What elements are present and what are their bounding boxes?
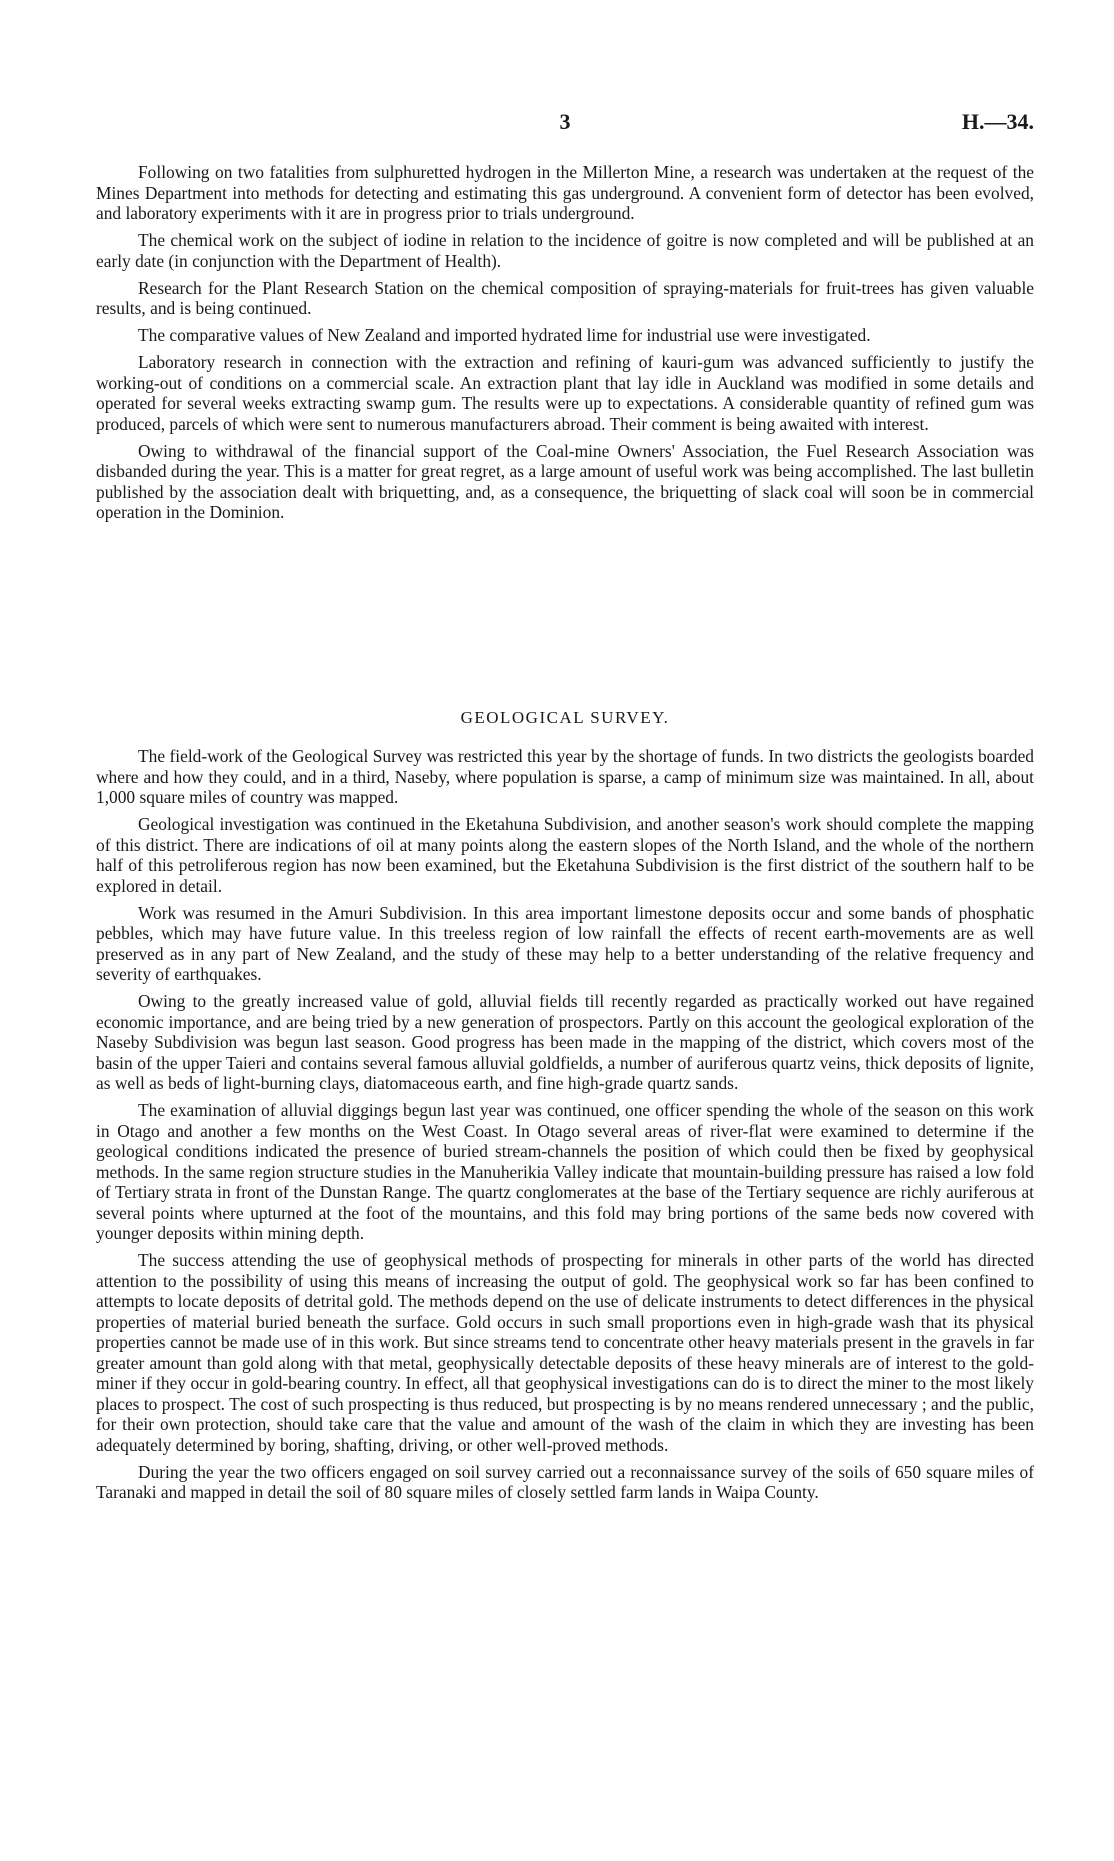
geological-survey-section [96, 746, 1034, 1509]
paragraph: The examination of alluvial diggings begun last year was continued, one officer spending the whole of the season on this work in Otago and another a few months on the West Coast. In Otago several areas of river-flat were examined to determine if the geological conditions indicated the presence of buried stream-channels the position of which could then be fixed by geophysical methods. In the same region structure studies in the Manuherikia Valley indicate that mountain-building pressure has raised a low fold of Tertiary strata in front of the Dunstan Range. The quartz conglomerates at the base of the Tertiary sequence are richly auriferous at several points where upturned at the foot of the mountains, and this fold may bring portions of the same beds now covered with younger deposits within mining depth. [96, 1100, 1034, 1243]
section-heading-geological-survey: GEOLOGICAL SURVEY. [460, 708, 670, 727]
paragraph: The success attending the use of geophysical methods of prospecting for minerals in other parts of the world has directed attention to the possibility of using this means of increasing the output of gold. The geophysical work so far has been confined to attempts to locate deposits of detrital gold. The methods depend on the use of delicate instruments to detect differences in the physical properties of material buried beneath the surface. Gold occurs in such small proportions even in high-grade wash that its physical properties cannot be made use of in this work. But since streams tend to concentrate other heavy materials present in the gravels in far greater amount than gold along with that metal, geophysically detectable deposits of these heavy minerals are of interest to the gold-miner if they occur in gold-bearing country. In effect, all that geophysical investigations can do is to direct the miner to the most likely places to prospect. The cost of such prospecting is thus reduced, but prospecting is by no means rendered unnecessary ; and the public, for their own protection, should take care that the value and amount of the wash of the claim in which they are investing has been adequately determined by boring, shafting, driving, or other well-proved methods. [96, 1250, 1034, 1455]
document-reference: H.—34. [961, 109, 1034, 134]
paragraph: The field-work of the Geological Survey was restricted this year by the shortage of funds. In two districts the geologists boarded where and how they could, and in a third, Naseby, where population is sparse, a camp of minimum size was maintained. In all, about 1,000 square miles of country was mapped. [96, 746, 1034, 807]
intro-section [96, 162, 1034, 529]
paragraph: During the year the two officers engaged on soil survey carried out a reconnaissance survey of the soils of 650 square miles of Taranaki and mapped in detail the soil of 80 square miles of closely settled farm lands in Waipa County. [96, 1461, 1034, 1502]
paragraph: Laboratory research in connection with the extraction and refining of kauri-gum was advanced sufficiently to justify the working-out of conditions on a commercial scale. An extraction plant that lay idle in Auckland was modified in some details and operated for several weeks extracting swamp gum. The results were up to expectations. A considerable quantity of refined gum was produced, parcels of which were sent to numerous manufacturers abroad. Their comment is being awaited with interest. [96, 352, 1034, 434]
paragraph: Owing to the greatly increased value of gold, alluvial fields till recently regarded as practically worked out have regained economic importance, and are being tried by a new generation of prospectors. Partly on this account the geological exploration of the Naseby Subdivision was begun last season. Good progress has been made in the mapping of the district, which covers most of the basin of the upper Taieri and contains several famous alluvial goldfields, a number of auriferous quartz veins, thick deposits of lignite, as well as beds of light-burning clays, diatomaceous earth, and fine high-grade quartz sands. [96, 991, 1034, 1093]
paragraph: Research for the Plant Research Station on the chemical composition of spraying-materials for fruit-trees has given valuable results, and is being continued. [96, 277, 1034, 318]
paragraph: Owing to withdrawal of the financial support of the Coal-mine Owners' Association, the Fuel Research Association was disbanded during the year. This is a matter for great regret, as a large amount of useful work was being accomplished. The last bulletin published by the association dealt with briquetting, and, as a consequence, the briquetting of slack coal will soon be in commercial operation in the Dominion. [96, 440, 1034, 522]
paragraph: Geological investigation was continued in the Eketahuna Subdivision, and another season's work should complete the mapping of this district. There are indications of oil at many points along the eastern slopes of the North Island, and the whole of the northern half of this petroliferous region has now been examined, but the Eketahuna Subdivision is the first district of the southern half to be explored in detail. [96, 814, 1034, 896]
page-number: 3 [559, 109, 571, 134]
paragraph: Work was resumed in the Amuri Subdivision. In this area important limestone deposits occur and some bands of phosphatic pebbles, which may have future value. In this treeless region of low rainfall the effects of recent earth-movements are as well preserved as in any part of New Zealand, and the study of these may help to a better understanding of the relative frequency and severity of earthquakes. [96, 902, 1034, 984]
paragraph: The comparative values of New Zealand and imported hydrated lime for industrial use were investigated. [138, 325, 871, 345]
paragraph: Following on two fatalities from sulphuretted hydrogen in the Millerton Mine, a research was undertaken at the request of the Mines Department into methods for detecting and estimating this gas underground. A convenient form of detector has been evolved, and laboratory experiments with it are in progress prior to trials underground. [96, 162, 1034, 223]
page-header [96, 109, 1034, 139]
paragraph: The chemical work on the subject of iodine in relation to the incidence of goitre is now completed and will be published at an early date (in conjunction with the Department of Health). [96, 230, 1034, 271]
